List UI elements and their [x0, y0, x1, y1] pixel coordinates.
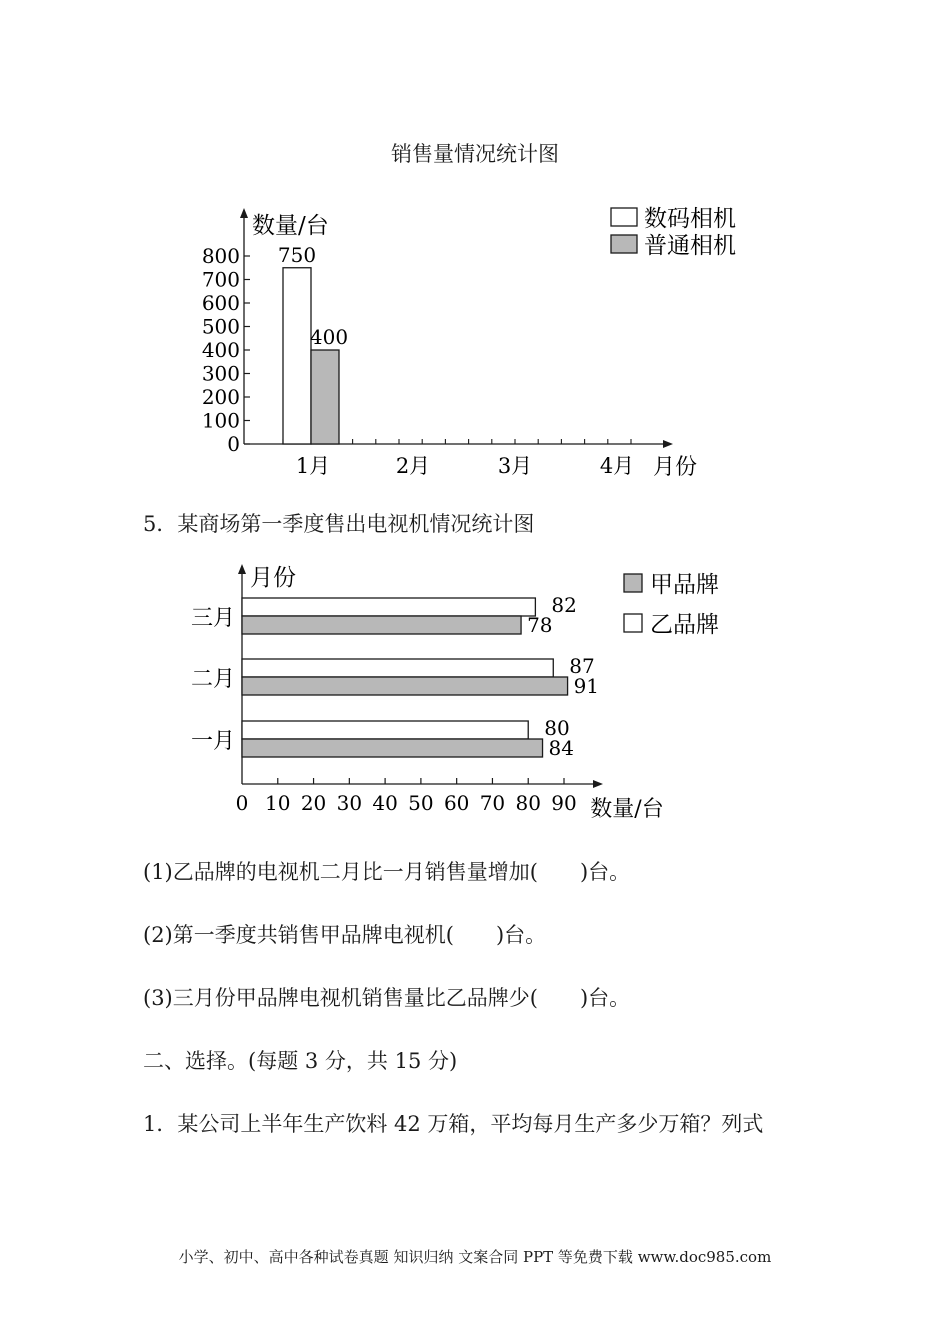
bar-brand-jia: [242, 616, 521, 634]
y-axis-label: 数量/台: [252, 213, 329, 239]
choice-question-1: 1．某公司上半年生产饮料 42 万箱，平均每月生产多少万箱？列式: [143, 1112, 764, 1136]
y-axis-arrow: [240, 208, 248, 218]
question-2: (2)第一季度共销售甲品牌电视机( )台。: [143, 923, 547, 947]
data-label: 87: [569, 654, 595, 678]
legend-label: 数码相机: [644, 206, 736, 232]
bar-regular: [311, 350, 339, 444]
x-tick-label: 10: [265, 791, 291, 815]
x-tick-label: 3月: [497, 454, 533, 478]
legend-label: 普通相机: [644, 233, 736, 259]
y-tick-label: 0: [227, 432, 240, 456]
y-tick-label: 800: [201, 244, 240, 268]
data-label: 80: [544, 716, 570, 740]
chart1-title: 销售量情况统计图: [391, 142, 559, 166]
bar-brand-yi: [242, 721, 528, 739]
legend-label: 甲品牌: [650, 572, 719, 598]
legend-swatch: [611, 208, 637, 226]
data-label: 750: [277, 242, 317, 267]
x-axis-label: 月份: [652, 455, 698, 480]
x-tick-label: 1月: [295, 454, 331, 478]
y-tick-label: 500: [201, 314, 240, 339]
legend-label: 乙品牌: [650, 612, 719, 638]
x-tick-label: 2月: [395, 454, 431, 478]
question-3: (3)三月份甲品牌电视机销售量比乙品牌少( )台。: [143, 986, 631, 1010]
x-tick-label: 30: [336, 791, 363, 815]
page-footer: 小学、初中、高中各种试卷真题 知识归纳 文案合同 PPT 等免费下载 www.doc985.com: [178, 1248, 772, 1266]
question-1: (1)乙品牌的电视机二月比一月销售量增加( )台。: [143, 860, 631, 884]
y-tick-label: 二月: [190, 667, 235, 692]
bar-brand-jia: [242, 739, 543, 757]
y-tick-label: 700: [201, 267, 240, 292]
y-tick-label: 300: [201, 361, 240, 386]
x-tick-label: 80: [515, 791, 541, 815]
y-tick-label: 600: [201, 291, 240, 315]
x-tick-label: 50: [408, 791, 434, 815]
legend-swatch: [611, 235, 637, 253]
data-label: 91: [573, 674, 600, 698]
section-2-heading: 二、选择。(每题 3 分，共 15 分): [143, 1049, 458, 1073]
bar-brand-yi: [242, 659, 553, 677]
bar-brand-jia: [242, 677, 568, 695]
y-tick-label: 一月: [190, 729, 235, 754]
y-tick-label: 100: [201, 408, 240, 433]
x-tick-label: 70: [479, 791, 506, 815]
y-tick-label: 三月: [190, 606, 235, 631]
x-axis-arrow: [663, 440, 673, 448]
data-label: 78: [527, 613, 553, 637]
data-label: 84: [548, 736, 574, 760]
y-tick-label: 200: [201, 385, 240, 409]
y-tick-label: 400: [201, 338, 240, 362]
y-axis-label: 月份: [250, 565, 296, 591]
vertical-bar-chart: [180, 200, 740, 490]
x-tick-label: 4月: [599, 454, 635, 478]
bar-digital: [283, 268, 311, 444]
x-tick-label: 20: [300, 791, 327, 815]
x-axis-label: 数量/台: [590, 797, 664, 822]
horizontal-bar-chart: [180, 556, 719, 826]
x-axis-arrow: [593, 780, 603, 788]
data-label: 400: [309, 325, 349, 349]
legend-swatch: [624, 614, 642, 632]
x-tick-label: 60: [443, 791, 470, 815]
y-axis-arrow: [238, 564, 246, 574]
data-label: 82: [551, 593, 577, 617]
legend-swatch: [624, 574, 642, 592]
x-tick-label: 40: [372, 791, 398, 815]
bar-brand-yi: [242, 598, 535, 616]
x-tick-label: 90: [551, 791, 577, 815]
x-tick-label: 0: [235, 791, 249, 815]
chart2-title: 5．某商场第一季度售出电视机情况统计图: [143, 512, 535, 536]
